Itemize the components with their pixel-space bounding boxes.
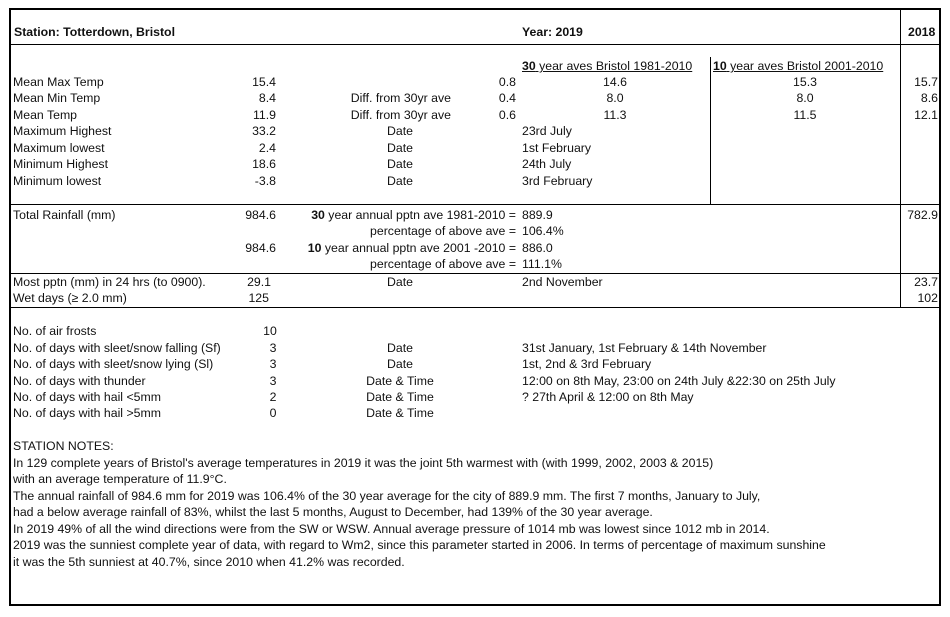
count-label: No. of days with sleet/snow falling (Sf) <box>13 341 221 355</box>
divider-2018-column <box>900 8 901 307</box>
count-value: 3 <box>269 357 277 371</box>
extreme-label: Minimum lowest <box>13 174 102 188</box>
notes-line: In 129 complete years of Bristol's average temperatures in 2019 it was the joint 5th warmest with (with 1999, 2002, 2003 & 2015) <box>13 456 714 470</box>
notes-title: STATION NOTES: <box>13 439 114 453</box>
count-date: 31st January, 1st February & 14th November <box>522 341 767 355</box>
ave10-heading-number: 10 <box>713 59 727 73</box>
ave30-heading-number: 30 <box>522 59 536 73</box>
divider-10yr-column <box>710 57 711 204</box>
count-date-label: Date <box>387 357 413 371</box>
extreme-date-label: Date <box>387 141 413 155</box>
temp-ave10: 15.3 <box>793 75 817 89</box>
divider-pptn <box>9 307 941 308</box>
extreme-date: 23rd July <box>522 124 572 138</box>
temp-diff-label: Diff. from 30yr ave <box>350 91 451 105</box>
pptn-value: 29.1 <box>247 275 271 289</box>
ave10-heading <box>713 59 883 73</box>
pptn-date-label: Date <box>387 275 413 289</box>
extreme-value: -3.8 <box>254 174 276 188</box>
wet-days-label: Wet days (≥ 2.0 mm) <box>13 291 127 305</box>
rainfall-ave10-bold: 10 <box>307 241 322 255</box>
ave10-heading-text: year aves Bristol 2001-2010 <box>726 59 884 73</box>
rainfall-ave30-value: 889.9 <box>522 208 553 222</box>
notes-line: In 2019 49% of all the wind directions were from the SW or WSW. Annual average pressure of 1014 mb was lowest since 1012 mb in 2014. <box>13 522 770 536</box>
wet-days-2018: 102 <box>917 291 938 305</box>
count-date: ? 27th April & 12:00 on 8th May <box>522 390 694 404</box>
temp-value: 11.9 <box>252 108 276 122</box>
rainfall-pct30-value: 106.4% <box>522 224 564 238</box>
temp-2018: 12.1 <box>914 108 938 122</box>
count-value: 3 <box>269 341 277 355</box>
count-label: No. of days with hail >5mm <box>13 406 161 420</box>
year-title: Year: 2019 <box>522 25 583 39</box>
pptn-2018: 23.7 <box>914 275 938 289</box>
temp-diff-label: Diff. from 30yr ave <box>350 108 451 122</box>
temp-ave10: 11.5 <box>793 108 817 122</box>
rainfall-ave10-desc: year annual pptn ave 2001 -2010 = <box>321 241 516 255</box>
temp-diff: 0.4 <box>498 91 516 105</box>
count-date: 1st, 2nd & 3rd February <box>522 357 652 371</box>
rainfall-ave10-text <box>250 241 516 255</box>
notes-line: 2019 was the sunniest complete year of data, with regard to Wm2, since this parameter started in 2006. In terms of percentage of maximum sunshine <box>13 538 826 552</box>
rainfall-ave30-desc: year annual pptn ave 1981-2010 = <box>324 208 516 222</box>
wet-days-value: 125 <box>248 291 269 305</box>
prev-year-title: 2018 <box>908 25 936 39</box>
temp-value: 15.4 <box>252 75 276 89</box>
count-label: No. of air frosts <box>13 324 97 338</box>
divider-rainfall <box>9 273 941 274</box>
count-date-label: Date & Time <box>366 406 434 420</box>
ave30-heading <box>522 59 692 73</box>
rainfall-ave30-text <box>250 208 516 222</box>
extreme-date: 1st February <box>522 141 592 155</box>
rainfall-ave30-bold: 30 <box>311 208 325 222</box>
extreme-value: 2.4 <box>258 141 276 155</box>
divider-temperature <box>9 204 941 205</box>
station-title: Station: Totterdown, Bristol <box>14 25 175 39</box>
temp-diff: 0.6 <box>498 108 516 122</box>
temp-value: 8.4 <box>258 91 276 105</box>
temp-ave30: 14.6 <box>603 75 627 89</box>
extreme-date-label: Date <box>387 124 413 138</box>
ave30-heading-text: year aves Bristol 1981-2010 <box>535 59 693 73</box>
count-value: 3 <box>269 374 277 388</box>
rainfall-pct30-text: percentage of above ave = <box>370 224 516 238</box>
extreme-date-label: Date <box>387 174 413 188</box>
notes-line: The annual rainfall of 984.6 mm for 2019 was 106.4% of the 30 year average for the city of 889.9 mm. The first 7 months, January to July, <box>13 489 761 503</box>
temp-label: Mean Max Temp <box>13 75 104 89</box>
rainfall-value-2: 984.6 <box>245 241 276 255</box>
extreme-date: 3rd February <box>522 174 593 188</box>
count-date-label: Date & Time <box>366 390 434 404</box>
rainfall-ave10-value: 886.0 <box>522 241 553 255</box>
extreme-date-label: Date <box>387 157 413 171</box>
notes-line: it was the 5th sunniest at 40.7%, since 2010 when 41.2% was recorded. <box>13 555 405 569</box>
temp-label: Mean Temp <box>13 108 78 122</box>
rainfall-pct10-value: 111.1% <box>522 257 562 271</box>
extreme-label: Maximum Highest <box>13 124 112 138</box>
rainfall-label: Total Rainfall (mm) <box>13 208 116 222</box>
extreme-date: 24th July <box>522 157 572 171</box>
temp-2018: 8.6 <box>920 91 938 105</box>
count-date-label: Date <box>387 341 413 355</box>
count-date-label: Date & Time <box>366 374 434 388</box>
temp-ave30: 8.0 <box>606 91 624 105</box>
extreme-value: 18.6 <box>252 157 276 171</box>
count-value: 2 <box>269 390 277 404</box>
count-value: 10 <box>263 324 277 338</box>
notes-line: with an average temperature of 11.9°C. <box>13 472 227 486</box>
count-date: 12:00 on 8th May, 23:00 on 24th July &22:30 on 25th July <box>522 374 836 388</box>
count-label: No. of days with hail <5mm <box>13 390 161 404</box>
temp-diff: 0.8 <box>498 75 516 89</box>
rainfall-2018: 782.9 <box>907 208 938 222</box>
extreme-value: 33.2 <box>252 124 276 138</box>
extreme-label: Minimum Highest <box>13 157 108 171</box>
temp-2018: 15.7 <box>914 75 938 89</box>
temp-ave30: 11.3 <box>603 108 627 122</box>
count-label: No. of days with sleet/snow lying (Sl) <box>13 357 214 371</box>
count-label: No. of days with thunder <box>13 374 146 388</box>
count-value: 0 <box>269 406 277 420</box>
rainfall-value: 984.6 <box>245 208 276 222</box>
pptn-date: 2nd November <box>522 275 603 289</box>
rainfall-pct10-text: percentage of above ave = <box>370 257 516 271</box>
extreme-label: Maximum lowest <box>13 141 105 155</box>
notes-line: had a below average rainfall of 83%, whilst the last 5 months, August to December, had 139% of the 30 year average. <box>13 505 653 519</box>
pptn-label: Most pptn (mm) in 24 hrs (to 0900). <box>13 275 206 289</box>
temp-label: Mean Min Temp <box>13 91 101 105</box>
divider-header <box>9 44 941 45</box>
temp-ave10: 8.0 <box>796 91 814 105</box>
